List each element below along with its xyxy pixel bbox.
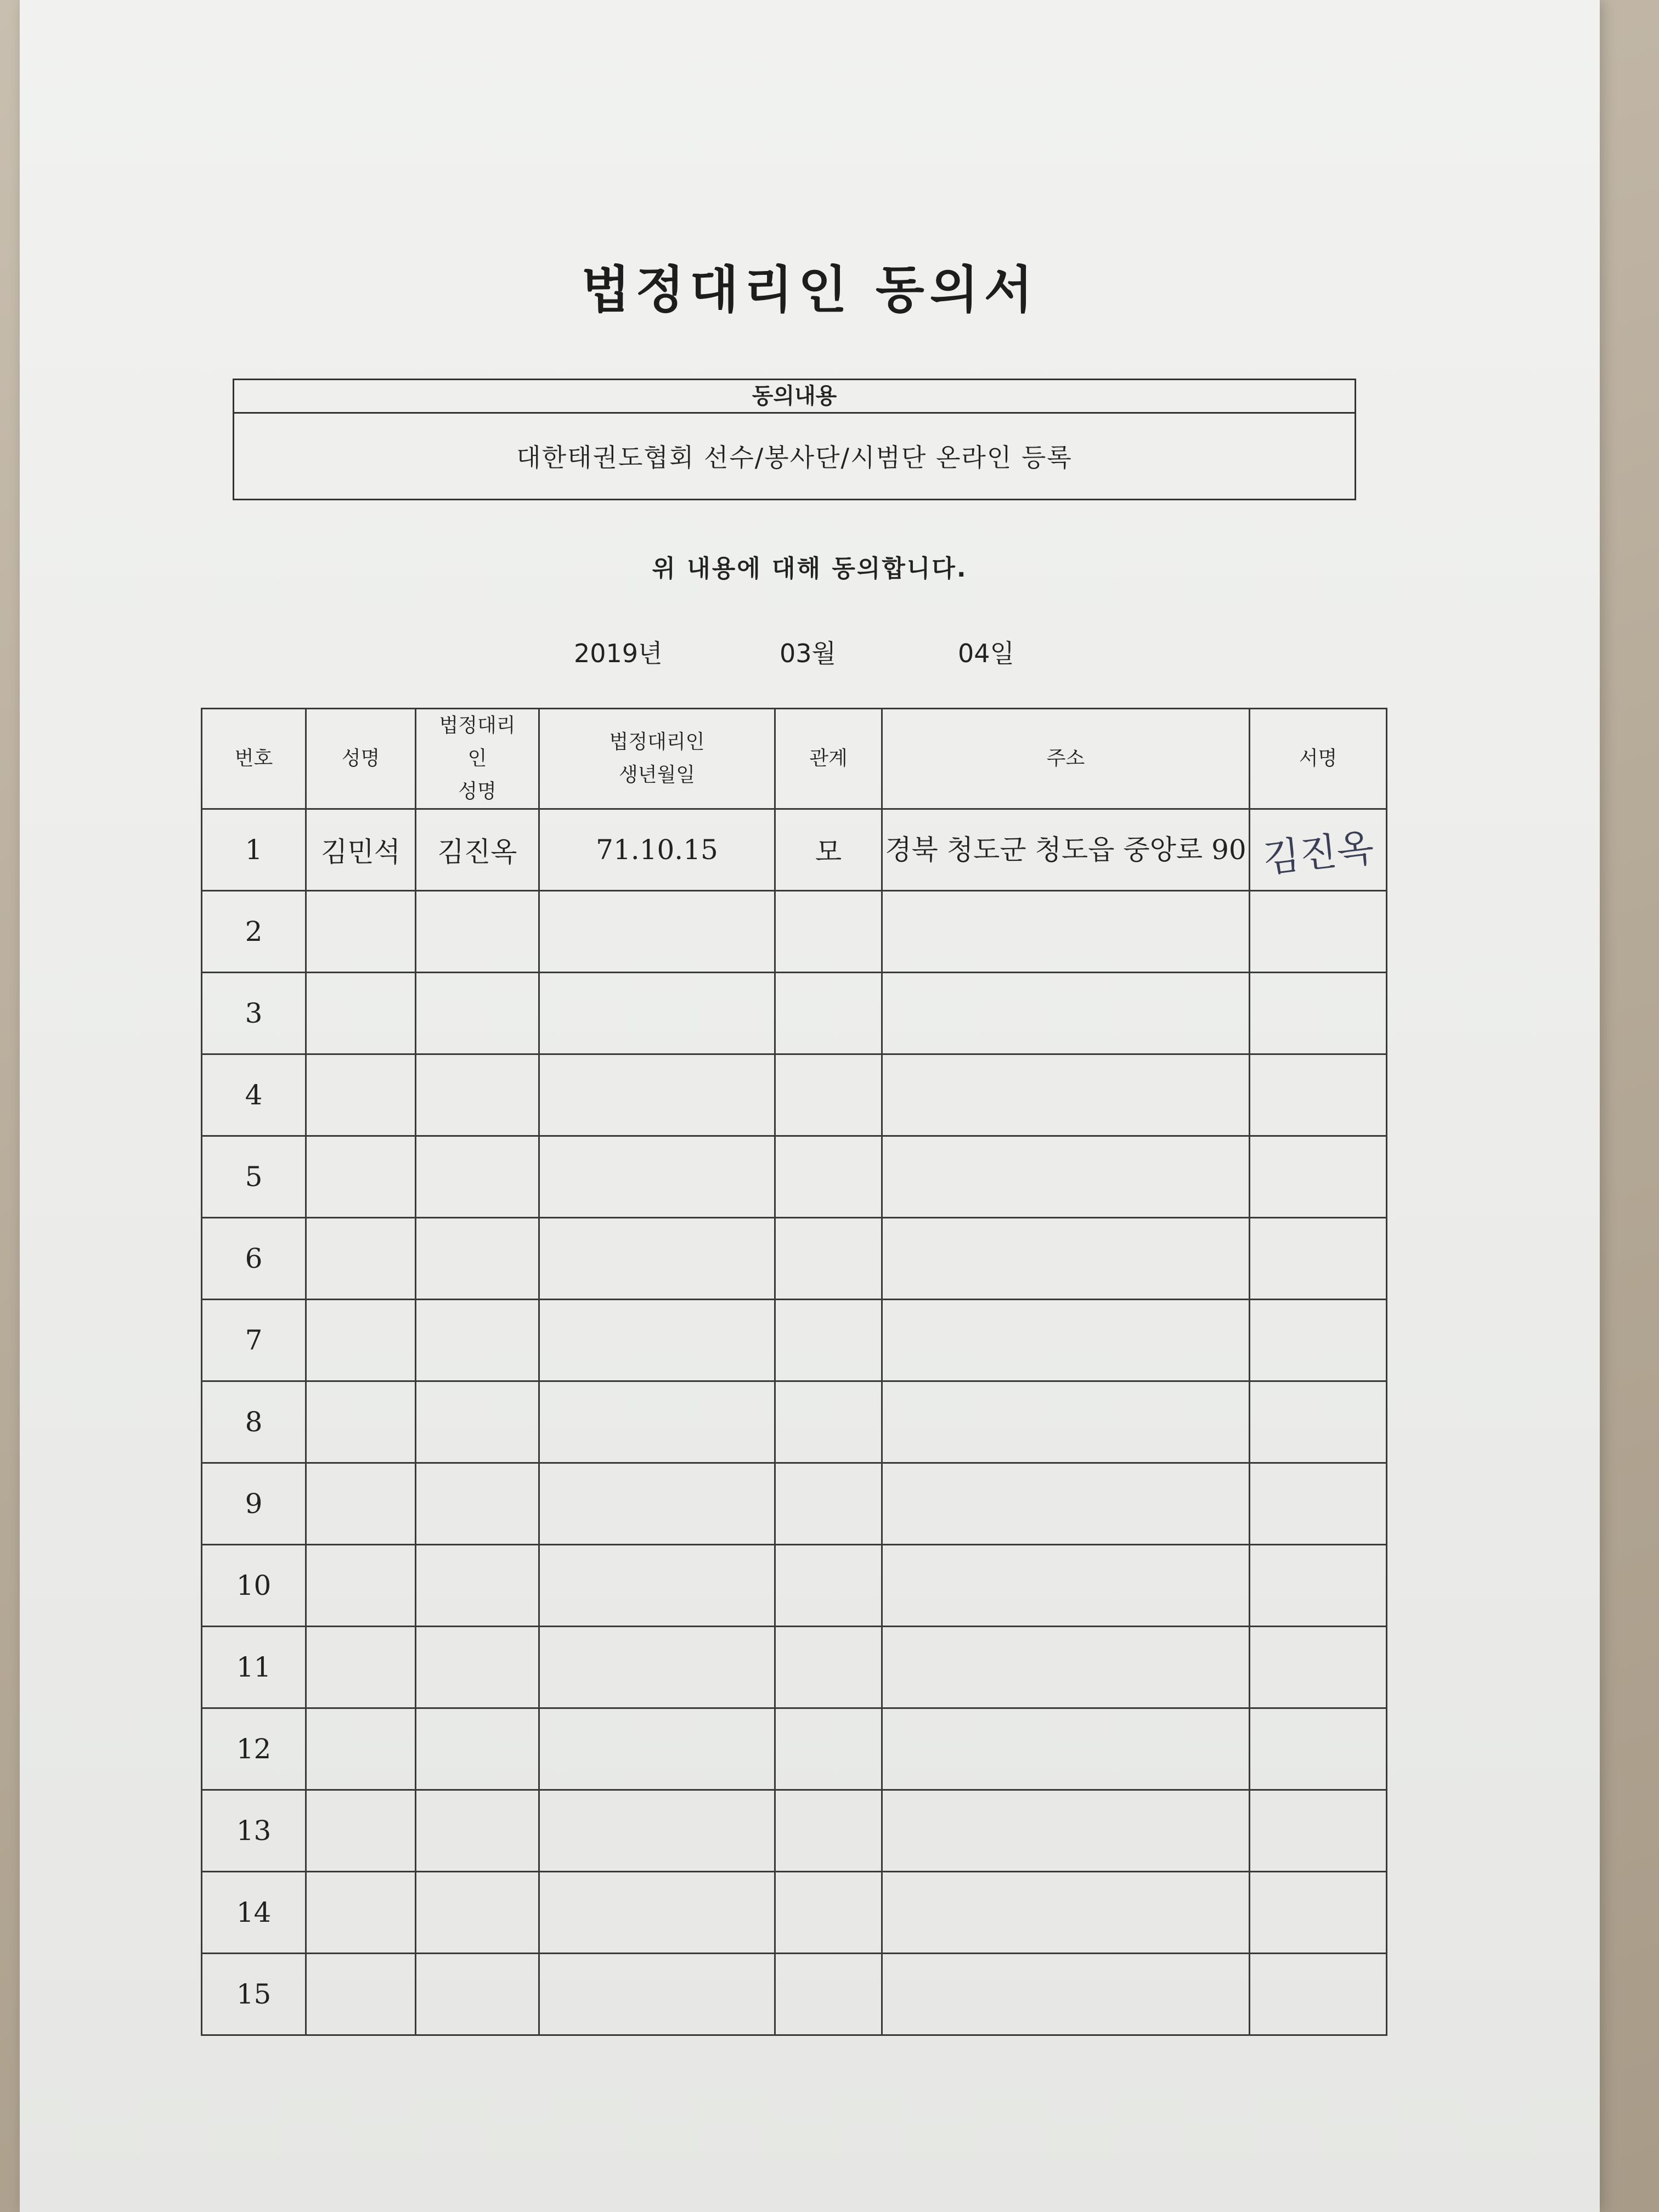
student-name-cell — [306, 973, 416, 1054]
student-name-cell — [306, 1136, 416, 1218]
table-row — [202, 1627, 1387, 1708]
student-name-cell — [306, 1463, 416, 1545]
guardian-name-cell — [416, 1218, 539, 1300]
date-month: 03월 — [780, 639, 836, 668]
student-name-cell — [306, 1300, 416, 1381]
student-name-cell — [306, 1218, 416, 1300]
guardian-name-cell — [416, 1463, 539, 1545]
address-cell — [882, 1708, 1250, 1790]
relation-cell — [775, 1218, 882, 1300]
header-guardian-birthdate: 법정대리인 생년월일 — [539, 709, 775, 809]
guardian-birthdate-cell — [539, 1872, 775, 1954]
row-number-cell: 2 — [202, 891, 306, 973]
relation-cell — [775, 1463, 882, 1545]
date-day: 04일 — [958, 639, 1014, 668]
row-number-cell: 12 — [202, 1708, 306, 1790]
student-name-cell: 김민석 — [306, 809, 416, 891]
table-row — [202, 1463, 1387, 1545]
table-row — [202, 1954, 1387, 2035]
relation-cell — [775, 1790, 882, 1872]
table-row — [202, 1708, 1387, 1790]
guardian-name-cell — [416, 1708, 539, 1790]
handwritten-signature: 김진옥 — [1260, 825, 1376, 881]
signature-cell — [1250, 1627, 1387, 1708]
row-number-cell: 5 — [202, 1136, 306, 1218]
signature-cell — [1250, 1381, 1387, 1463]
relation-cell — [775, 1545, 882, 1627]
table-row — [202, 1218, 1387, 1300]
signature-cell — [1250, 1954, 1387, 2035]
signature-cell — [1250, 1218, 1387, 1300]
relation-cell — [775, 891, 882, 973]
signature-cell — [1250, 891, 1387, 973]
address-cell — [882, 973, 1250, 1054]
guardian-name-cell — [416, 1300, 539, 1381]
signature-cell — [1250, 809, 1387, 891]
table-row — [202, 1054, 1387, 1136]
consent-text: 대한태권도협회 선수/봉사단/시범단 온라인 등록 — [516, 443, 1073, 472]
table-row — [202, 1790, 1387, 1872]
header-guardian-name: 법정대리 인 성명 — [416, 709, 539, 809]
address-cell — [882, 1545, 1250, 1627]
guardian-birthdate-cell — [539, 1954, 775, 2035]
table-row — [202, 1872, 1387, 1954]
relation-cell — [775, 1708, 882, 1790]
student-name-cell — [306, 1545, 416, 1627]
address-cell — [882, 1300, 1250, 1381]
guardian-table — [201, 708, 1387, 2036]
address-cell: 경북 청도군 청도읍 중앙로 90 — [882, 809, 1250, 891]
address-cell — [882, 1218, 1250, 1300]
signature-cell — [1250, 1463, 1387, 1545]
address-cell — [882, 1381, 1250, 1463]
relation-cell — [775, 1954, 882, 2035]
address-cell — [882, 1136, 1250, 1218]
header-relation: 관계 — [775, 709, 882, 809]
table-header-row — [202, 709, 1387, 809]
student-name-cell — [306, 1054, 416, 1136]
guardian-birthdate-cell — [539, 1218, 775, 1300]
address-cell — [882, 1054, 1250, 1136]
relation-cell — [775, 1136, 882, 1218]
address-cell — [882, 1627, 1250, 1708]
guardian-birthdate-cell — [539, 1300, 775, 1381]
guardian-birthdate-cell — [539, 1627, 775, 1708]
guardian-name-cell: 김진옥 — [416, 809, 539, 891]
address-cell — [882, 891, 1250, 973]
signature-cell — [1250, 1136, 1387, 1218]
guardian-name-cell — [416, 1054, 539, 1136]
row-number-cell: 3 — [202, 973, 306, 1054]
guardian-name-cell — [416, 1136, 539, 1218]
guardian-birthdate-cell — [539, 1136, 775, 1218]
header-name: 성명 — [306, 709, 416, 809]
relation-cell — [775, 1627, 882, 1708]
student-name-cell — [306, 1627, 416, 1708]
student-name-cell — [306, 1708, 416, 1790]
page-title: 법정대리인 동의서 — [581, 261, 1039, 319]
table-row — [202, 1381, 1387, 1463]
header-address: 주소 — [882, 709, 1250, 809]
guardian-name-cell — [416, 1872, 539, 1954]
guardian-name-cell — [416, 1545, 539, 1627]
consent-form-paper — [20, 0, 1600, 2212]
signature-cell — [1250, 1708, 1387, 1790]
signature-cell — [1250, 1790, 1387, 1872]
row-number-cell: 1 — [202, 809, 306, 891]
address-cell — [882, 1463, 1250, 1545]
guardian-birthdate-cell — [539, 1545, 775, 1627]
guardian-name-cell — [416, 1381, 539, 1463]
signature-cell — [1250, 1872, 1387, 1954]
table-row — [202, 1545, 1387, 1627]
guardian-birthdate-cell — [539, 1790, 775, 1872]
relation-cell — [775, 973, 882, 1054]
row-number-cell: 4 — [202, 1054, 306, 1136]
row-number-cell: 6 — [202, 1218, 306, 1300]
guardian-name-cell — [416, 973, 539, 1054]
guardian-birthdate-cell — [539, 973, 775, 1054]
table-row — [202, 1300, 1387, 1381]
row-number-cell: 10 — [202, 1545, 306, 1627]
row-number-cell: 15 — [202, 1954, 306, 2035]
relation-cell — [775, 1872, 882, 1954]
guardian-name-cell — [416, 1790, 539, 1872]
signature-cell — [1250, 1300, 1387, 1381]
address-cell — [882, 1790, 1250, 1872]
row-number-cell: 14 — [202, 1872, 306, 1954]
row-number-cell: 7 — [202, 1300, 306, 1381]
guardian-birthdate-cell: 71.10.15 — [539, 809, 775, 891]
table-body — [202, 809, 1387, 2035]
guardian-name-cell — [416, 891, 539, 973]
signature-cell — [1250, 1545, 1387, 1627]
row-number-cell: 8 — [202, 1381, 306, 1463]
header-number: 번호 — [202, 709, 306, 809]
relation-cell — [775, 1300, 882, 1381]
table-row — [202, 891, 1387, 973]
guardian-birthdate-cell — [539, 1381, 775, 1463]
date-year: 2019년 — [574, 639, 663, 668]
address-cell — [882, 1954, 1250, 2035]
guardian-name-cell — [416, 1627, 539, 1708]
row-number-cell: 13 — [202, 1790, 306, 1872]
table-row — [202, 809, 1387, 891]
row-number-cell: 9 — [202, 1463, 306, 1545]
relation-cell: 모 — [775, 809, 882, 891]
guardian-birthdate-cell — [539, 1463, 775, 1545]
student-name-cell — [306, 1872, 416, 1954]
row-number-cell: 11 — [202, 1627, 306, 1708]
guardian-birthdate-cell — [539, 1054, 775, 1136]
table-row — [202, 1136, 1387, 1218]
relation-cell — [775, 1381, 882, 1463]
header-signature: 서명 — [1250, 709, 1387, 809]
table-row — [202, 973, 1387, 1054]
relation-cell — [775, 1054, 882, 1136]
student-name-cell — [306, 1381, 416, 1463]
signature-cell — [1250, 1054, 1387, 1136]
guardian-name-cell — [416, 1954, 539, 2035]
guardian-birthdate-cell — [539, 1708, 775, 1790]
consent-content-box — [233, 379, 1356, 500]
signature-cell — [1250, 973, 1387, 1054]
guardian-birthdate-cell — [539, 891, 775, 973]
agreement-statement: 위 내용에 대해 동의합니다. — [652, 555, 968, 583]
student-name-cell — [306, 891, 416, 973]
student-name-cell — [306, 1790, 416, 1872]
student-name-cell — [306, 1954, 416, 2035]
consent-header: 동의내용 — [234, 380, 1355, 414]
address-cell — [882, 1872, 1250, 1954]
